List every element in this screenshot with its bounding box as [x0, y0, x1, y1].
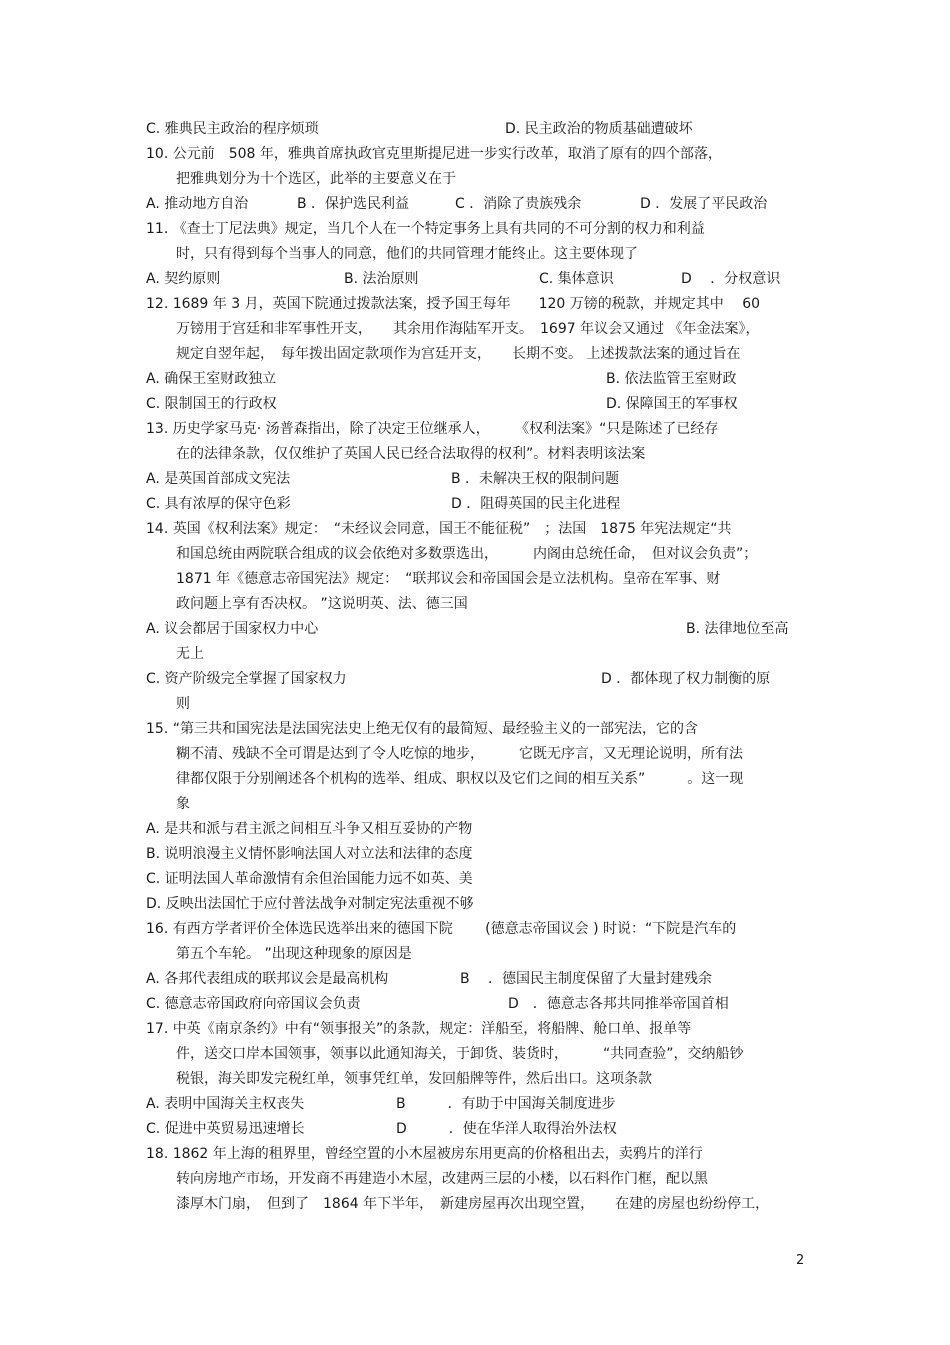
page-number: 2	[796, 1253, 805, 1268]
text-line: 象	[176, 796, 190, 812]
text-line: C. 促进中英贸易迅速增长	[146, 1121, 305, 1137]
text-line: D ．阻碍英国的民主化进程	[451, 496, 621, 512]
text-line: 第五个车轮。 ”出现这种现象的原因是	[176, 946, 412, 962]
text-line: C. 德意志帝国政府向帝国议会负责	[146, 996, 361, 1012]
text-line: D ．使在华洋人取得治外法权	[396, 1121, 617, 1137]
text-line: 13. 历史学家马克· 汤普森指出，除了决定王位继承人， 《权利法案》“只是陈述了已经存	[146, 421, 719, 437]
text-line: A. 推动地方自治	[146, 196, 249, 212]
text-line: D. 民主政治的物质基础遭破坏	[505, 121, 693, 137]
text-line: 1871 年《德意志帝国宪法》规定： “联邦议会和帝国国会是立法机构。皇帝在军事、财	[176, 571, 721, 587]
text-line: A. 是英国首部成文宪法	[146, 471, 291, 487]
text-line: 17. 中英《南京条约》中有“领事报关”的条款，规定：洋船至，将船牌、舱口单、报单等	[146, 1021, 692, 1037]
text-line: 政问题上享有否决权。 ”这说明英、法、德三国	[176, 596, 468, 612]
text-line: B. 依法监管王室财政	[606, 371, 737, 387]
text-line: A. 是共和派与君主派之间相互斗争又相互妥协的产物	[146, 821, 473, 837]
text-line: 则	[176, 696, 190, 712]
text-line: 规定自翌年起， 每年拨出固定款项作为宫廷开支， 长期不变。 上述拨款法案的通过旨在	[176, 346, 741, 362]
text-line: 税银，海关即发完税红单，领事凭红单，发回船牌等件，然后出口。这项条款	[176, 1071, 652, 1087]
text-line: C. 具有浓厚的保守色彩	[146, 496, 291, 512]
text-line: 16. 有西方学者评价全体选民选举出来的德国下院 (德意志帝国议会 ) 时说：“下院是汽车的	[146, 921, 737, 937]
text-line: 10. 公元前 508 年，雅典首席执政官克里斯提尼进一步实行改革，取消了原有的四个部落，	[146, 146, 722, 162]
text-line: 无上	[176, 646, 204, 662]
text-line: B. 说明浪漫主义情怀影响法国人对立法和法律的态度	[146, 846, 473, 862]
text-line: 把雅典划分为十个选区，此举的主要意义在于	[176, 171, 456, 187]
text-line: D ．都体现了权力制衡的原	[601, 671, 771, 687]
text-line: 11. 《查士丁尼法典》规定，当几个人在一个特定事务上具有共同的不可分割的权力和利益	[146, 221, 705, 237]
text-line: 时，只有得到每个当事人的同意，他们的共同管理才能终止。这主要体现了	[176, 246, 638, 262]
text-line: 律都仅限于分别阐述各个机构的选举、组成、职权以及它们之间的相互关系” 。这一现	[176, 771, 744, 787]
text-line: C. 证明法国人革命激情有余但治国能力远不如英、美	[146, 871, 473, 887]
text-line: 万镑用于宫廷和非军事性开支， 其余用作海陆军开支。 1697 年议会又通过 《年金法案》，	[176, 321, 760, 337]
text-line: 转向房地产市场，开发商不再建造小木屋，改建两三层的小楼，以石料作门框，配以黑	[176, 1171, 708, 1187]
text-line: D ．分权意识	[681, 271, 781, 287]
text-line: C. 雅典民主政治的程序烦琐	[146, 121, 319, 137]
text-line: 漆厚木门扇， 但到了 1864 年下半年， 新建房屋再次出现空置， 在建的房屋也纷纷停工，	[176, 1196, 770, 1212]
text-line: C. 集体意识	[539, 271, 614, 287]
text-line: 15. “第三共和国宪法是法国宪法史上绝无仅有的最简短、最经验主义的一部宪法，它的含	[146, 721, 698, 737]
text-line: D. 保障国王的军事权	[606, 396, 738, 412]
text-line: C. 限制国王的行政权	[146, 396, 277, 412]
text-line: D ．德意志各邦共同推举帝国首相	[508, 996, 729, 1012]
text-line: B. 法治原则	[344, 271, 419, 287]
text-line: C. 资产阶级完全掌握了国家权力	[146, 671, 347, 687]
text-line: A. 议会都居于国家权力中心	[146, 621, 319, 637]
text-line: C ．消除了贵族残余	[455, 196, 582, 212]
text-line: B ．有助于中国海关制度进步	[396, 1096, 616, 1112]
text-line: 18. 1862 年上海的租界里，曾经空置的小木屋被房东用更高的价格租出去，卖鸦片的洋行	[146, 1146, 703, 1162]
text-line: 糊不清、残缺不全可谓是达到了令人吃惊的地步， 它既无序言，又无理论说明，所有法	[176, 746, 743, 762]
text-line: D. 反映出法国忙于应付普法战争对制定宪法重视不够	[146, 896, 474, 912]
text-line: B ．未解决王权的限制问题	[451, 471, 620, 487]
text-line: 在的法律条款，仅仅维护了英国人民已经合法取得的权利”。材料表明该法案	[176, 446, 646, 462]
text-line: 件，送交口岸本国领事，领事以此通知海关，于卸货、装货时， “共同查验”，交纳船钞	[176, 1046, 744, 1062]
text-line: A. 表明中国海关主权丧失	[146, 1096, 305, 1112]
text-line: D ．发展了平民政治	[640, 196, 768, 212]
text-line: 和国总统由两院联合组成的议会依绝对多数票选出， 内阁由总统任命， 但对议会负责”；	[176, 546, 758, 562]
text-line: 12. 1689 年 3 月，英国下院通过拨款法案，授予国王每年 120 万镑的税款，并规定其中 60	[146, 296, 761, 312]
text-line: B ．保护选民利益	[297, 196, 410, 212]
text-line: 14. 英国《权利法案》规定： “未经议会同意，国王不能征税” ；法国 1875 年宪法规定“共	[146, 521, 732, 537]
text-line: B. 法律地位至高	[686, 621, 789, 637]
text-line: B ．德国民主制度保留了大量封建残余	[460, 971, 713, 987]
text-line: A. 契约原则	[146, 271, 221, 287]
text-line: A. 确保王室财政独立	[146, 371, 277, 387]
text-line: A. 各邦代表组成的联邦议会是最高机构	[146, 971, 389, 987]
